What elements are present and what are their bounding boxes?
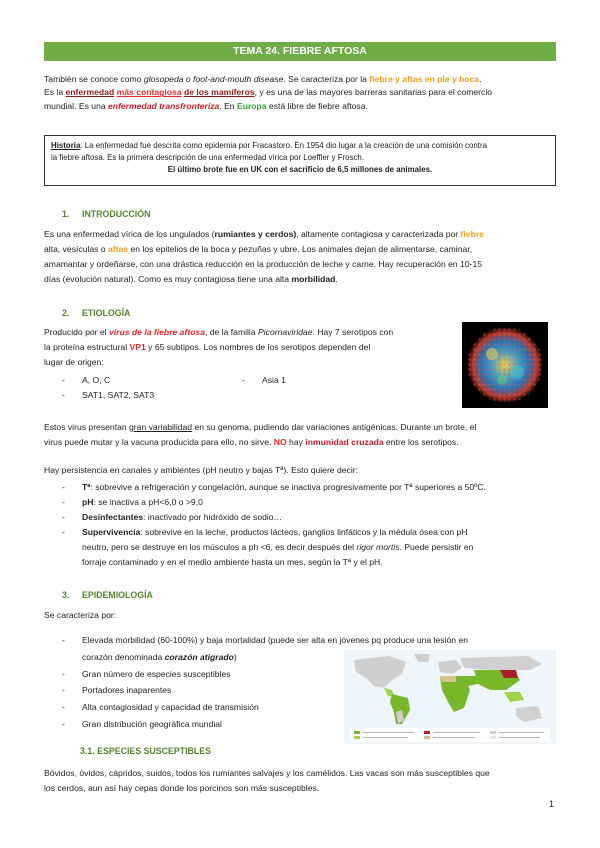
text-bold: rumiantes y cerdos) <box>214 229 297 239</box>
bullet-dash: - <box>62 375 65 385</box>
text-line: forraje contaminado y en el medio ambiente hasta un mes, según la Tª y el pH. <box>82 557 383 568</box>
text: Portadores inaparentes <box>82 685 172 696</box>
list-item-heading: Tª <box>82 482 91 492</box>
text-line: los cerdos, aun así hay cepas donde los porcinos son más susceptibles. <box>44 783 320 794</box>
text: Es una enfermedad vírica de los ungulados ( <box>44 229 215 239</box>
text: Alta contagiosidad y capacidad de transmisión <box>82 702 259 712</box>
section-number: 3. <box>62 590 70 600</box>
intro-line-3 <box>44 100 556 113</box>
list-item-heading: Desinfectantes <box>82 512 144 523</box>
text-italic: glosopeda o foot-and-mouth disease <box>143 74 284 84</box>
bullet-dash: - <box>62 635 65 645</box>
section-heading-epidemiology <box>62 589 153 603</box>
text: . Se caracteriza por la <box>283 74 370 84</box>
intro-paragraph <box>44 73 556 113</box>
text-line <box>44 242 556 257</box>
list-item-heading: pH <box>82 497 94 508</box>
text-italic: Picornaviridae <box>258 327 313 337</box>
highlight-text: VP1 <box>129 342 146 353</box>
text: . Puede persistir en <box>399 542 474 553</box>
text: : sobrevive en la leche, productos lácteos, ganglios linfáticos y la médula ósea con pH <box>140 527 468 538</box>
section-heading-etiology <box>62 307 130 321</box>
section-heading-intro <box>62 208 150 222</box>
list-item <box>62 525 556 570</box>
text: está libre de fiebre aftosa. <box>266 100 368 111</box>
intro-line-1 <box>44 73 556 86</box>
text: También se conoce como <box>44 74 144 84</box>
text: : inactivado por hidróxido de sodio… <box>143 512 283 523</box>
emphasis-text: enfermedad <box>65 87 115 98</box>
list-item <box>62 388 442 403</box>
bullet-dash: - <box>62 512 65 523</box>
variability-text <box>44 420 556 450</box>
etiology-text <box>44 325 454 370</box>
virus-particle-icon <box>462 322 548 408</box>
text: corazón denominada <box>82 651 165 662</box>
text: . <box>479 74 482 84</box>
section-title: EPIDEMIOLOGÍA <box>82 590 153 600</box>
text: Estos virus presentan <box>44 422 130 432</box>
text: hay <box>286 437 306 448</box>
bullet-dash: - <box>62 482 65 492</box>
history-line-3: El último brote fue en UK con el sacrificio de 6,5 millones de animales. <box>167 164 433 174</box>
persistence-list <box>62 480 556 570</box>
text-line: Elevada morbilidad (60-100%) y baja mortalidad (puede ser alta en jóvenes pq produce una lesión en <box>82 635 469 645</box>
bullet-dash: - <box>62 497 65 508</box>
highlight-text: virus de la fiebre aftosa <box>108 327 205 337</box>
highlight-text: NO <box>273 437 287 448</box>
history-box <box>44 135 556 186</box>
text: . En <box>219 100 237 111</box>
text: Gran distribución geográfica mundial <box>82 718 222 729</box>
emphasis-text: de los mamíferos <box>183 87 255 98</box>
history-line-2: la fiebre aftosa. Es la primera descripción de una enfermedad vírica por Loeffler y Frosch. <box>51 152 365 162</box>
text-line <box>44 340 454 355</box>
text-italic: rigor mortis <box>356 542 400 553</box>
text: : La enfermedad fue descrita como epidemia por Fracastoro. En 1954 dio lugar a la creación de una comisión contra <box>80 141 487 150</box>
text: entre los serotipos. <box>383 437 459 448</box>
text-line <box>82 525 556 540</box>
text: en los epitelios de la boca y pezuñas y ubre. Los animales dejan de alimentarse, caminar, <box>128 244 473 255</box>
bullet-dash: - <box>62 718 65 729</box>
bullet-dash: - <box>62 702 65 712</box>
section-number: 2. <box>62 308 70 318</box>
text: neutro, pero se destruye en los músculos a ph <6, es decir después del <box>82 542 357 553</box>
highlight-text: fiebre y aftas en pie y boca <box>369 74 480 84</box>
intro-section-text <box>44 227 556 287</box>
highlight-text: inmunidad cruzada <box>305 437 384 448</box>
text-line <box>82 540 556 555</box>
section-title: ETIOLOGÍA <box>82 308 131 318</box>
text-line: lugar de origen: <box>44 357 104 368</box>
highlight-text: Europa <box>236 100 267 111</box>
intro-line-2 <box>44 86 556 99</box>
text: días (evolución natural). Como es muy contagiosa tiene una alta <box>44 274 292 285</box>
text-underline: gran variabilidad <box>129 422 193 432</box>
text: la proteína estructural <box>44 342 130 353</box>
text: mundial. Es una <box>44 100 109 111</box>
text-line: amamantar y ordeñarse, con una drástica reducción en la producción de leche y carne. Hay recuperación en 10-15 <box>44 259 483 270</box>
section-number: 1. <box>62 209 70 219</box>
text-bold-italic: corazón atigrado <box>164 651 234 662</box>
text: Gran número de especies susceptibles <box>82 668 231 679</box>
text: alta, vesículas o <box>44 244 109 255</box>
text: . Hay 7 serotipos con <box>312 327 394 337</box>
history-label: Historia <box>51 141 81 150</box>
bullet-dash: - <box>242 375 245 385</box>
serotype-item: SAT1, SAT2, SAT3 <box>82 390 155 400</box>
page-title: TEMA 24. FIEBRE AFTOSA <box>44 42 556 61</box>
subsection-heading-susceptible-species: 3.1. ESPECIES SUSCEPTIBLES <box>80 746 212 756</box>
epidemiology-intro: Se caracteriza por: <box>44 610 117 620</box>
persistence-intro: Hay persistencia en canales y ambientes (pH neutro y bajas Tª). Esto quiere decir: <box>44 465 358 475</box>
virus-image <box>462 322 548 408</box>
text: Producido por el <box>44 327 109 337</box>
text-line <box>44 420 556 435</box>
serotype-list <box>62 373 442 403</box>
serotype-item: Asia 1 <box>262 375 286 385</box>
text-bold: morbilidad <box>291 274 336 285</box>
list-item <box>62 495 556 510</box>
bullet-dash: - <box>62 527 65 538</box>
text: Es la <box>44 87 66 98</box>
text: y 65 subtipos. Los nombres de los serotipos dependen del <box>145 342 371 353</box>
text-line <box>44 435 556 450</box>
page-number: 1 <box>548 799 554 809</box>
susceptible-species-text <box>44 766 556 796</box>
bullet-dash: - <box>62 390 65 400</box>
highlight-text: enfermedad transfronteriza <box>108 100 220 111</box>
text: . <box>335 274 338 285</box>
text-line: Bóvidos, óvidos, cápridos, suidos, todos los rumiantes salvajes y los camélidos. Las vacas son más susceptibles que <box>44 768 490 778</box>
serotype-item: A, O, C <box>82 375 111 385</box>
text: ) <box>233 651 237 662</box>
list-item-heading: Supervivencia <box>82 527 141 538</box>
bullet-dash: - <box>62 668 65 679</box>
world-map-icon <box>344 650 556 744</box>
text-line <box>44 325 454 340</box>
text-line <box>44 227 556 242</box>
history-line-1 <box>51 140 549 152</box>
world-distribution-map <box>344 650 556 744</box>
text: : sobrevive a refrigeración y congelación, aunque se inactiva progresivamente por Tª superiores a 50ºC. <box>90 482 486 492</box>
highlight-text: aftas <box>108 244 129 255</box>
text: virus puede mutar y la vacuna producida para ello, no sirve. <box>44 437 274 448</box>
highlight-text: fiebre <box>460 229 484 239</box>
list-item <box>62 510 556 525</box>
text: en su genoma, pudiendo dar variaciones antigénicas. Durante un brote, el <box>192 422 477 432</box>
text-line <box>44 272 556 287</box>
bullet-dash: - <box>62 685 65 696</box>
section-title: INTRODUCCIÓN <box>82 209 151 219</box>
list-item <box>62 480 556 495</box>
text: : se inactiva a pH<6,0 o >9,0 <box>93 497 203 508</box>
highlight-text: más contagiosa <box>116 87 182 98</box>
text: , de la familia <box>204 327 259 337</box>
text: , y es una de las mayores barreras sanitarias para el comercio <box>254 87 493 98</box>
list-item <box>62 373 442 388</box>
text: , altamente contagiosa y caracterizada por <box>296 229 461 239</box>
